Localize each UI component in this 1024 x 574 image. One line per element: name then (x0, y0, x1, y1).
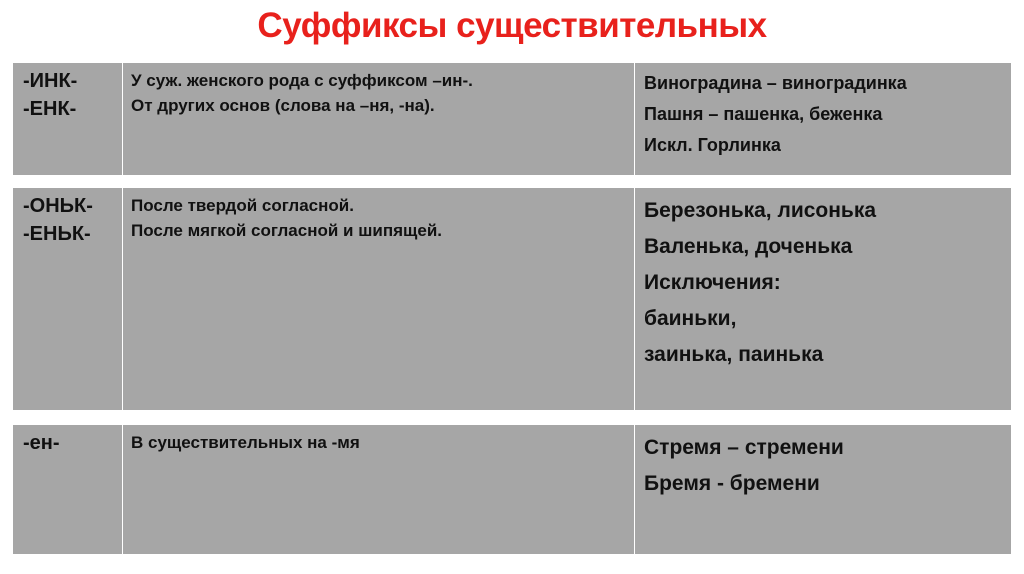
example-line: Бремя - бремени (644, 472, 820, 495)
suffix-label: -ен- (23, 432, 60, 454)
suffix-label: -ЕНК- (23, 98, 77, 120)
suffix-label: -ЕНЬК- (23, 223, 91, 245)
rule-cell (123, 63, 635, 176)
example-line: заинька, паинька (644, 343, 824, 366)
example-line: Виноградина – виноградинка (644, 73, 907, 93)
suffix-label: -ИНК- (23, 70, 78, 92)
slide-title: Суффиксы существительных (257, 6, 767, 45)
suffix-cell (13, 63, 123, 176)
suffix-label: -ОНЬК- (23, 195, 93, 217)
suffix-cell (13, 425, 123, 555)
rule-line: От других основ (слова на –ня, -на). (131, 96, 435, 115)
example-line: Стремя – стремени (644, 436, 844, 459)
example-cell (635, 425, 1012, 555)
example-line: Исключения: (644, 271, 781, 294)
suffix-table-ink-enk (12, 62, 1012, 176)
rule-line: После твердой согласной. (131, 196, 354, 215)
suffix-table-onk-enk (12, 187, 1012, 411)
table-row (13, 63, 1012, 176)
table-row (13, 188, 1012, 411)
suffix-cell (13, 188, 123, 411)
example-line: баиньки, (644, 307, 737, 330)
rule-line: В существительных на -мя (131, 433, 360, 452)
rule-cell (123, 425, 635, 555)
rule-cell (123, 188, 635, 411)
example-cell (635, 188, 1012, 411)
suffix-table-en (12, 424, 1012, 555)
rule-line: У суж. женского рода с суффиксом –ин-. (131, 71, 473, 90)
example-line: Пашня – пашенка, беженка (644, 104, 883, 124)
table-row (13, 425, 1012, 555)
rule-line: После мягкой согласной и шипящей. (131, 221, 442, 240)
example-line: Искл. Горлинка (644, 135, 781, 155)
example-line: Березонька, лисонька (644, 199, 877, 222)
example-cell (635, 63, 1012, 176)
example-line: Валенька, доченька (644, 235, 853, 258)
